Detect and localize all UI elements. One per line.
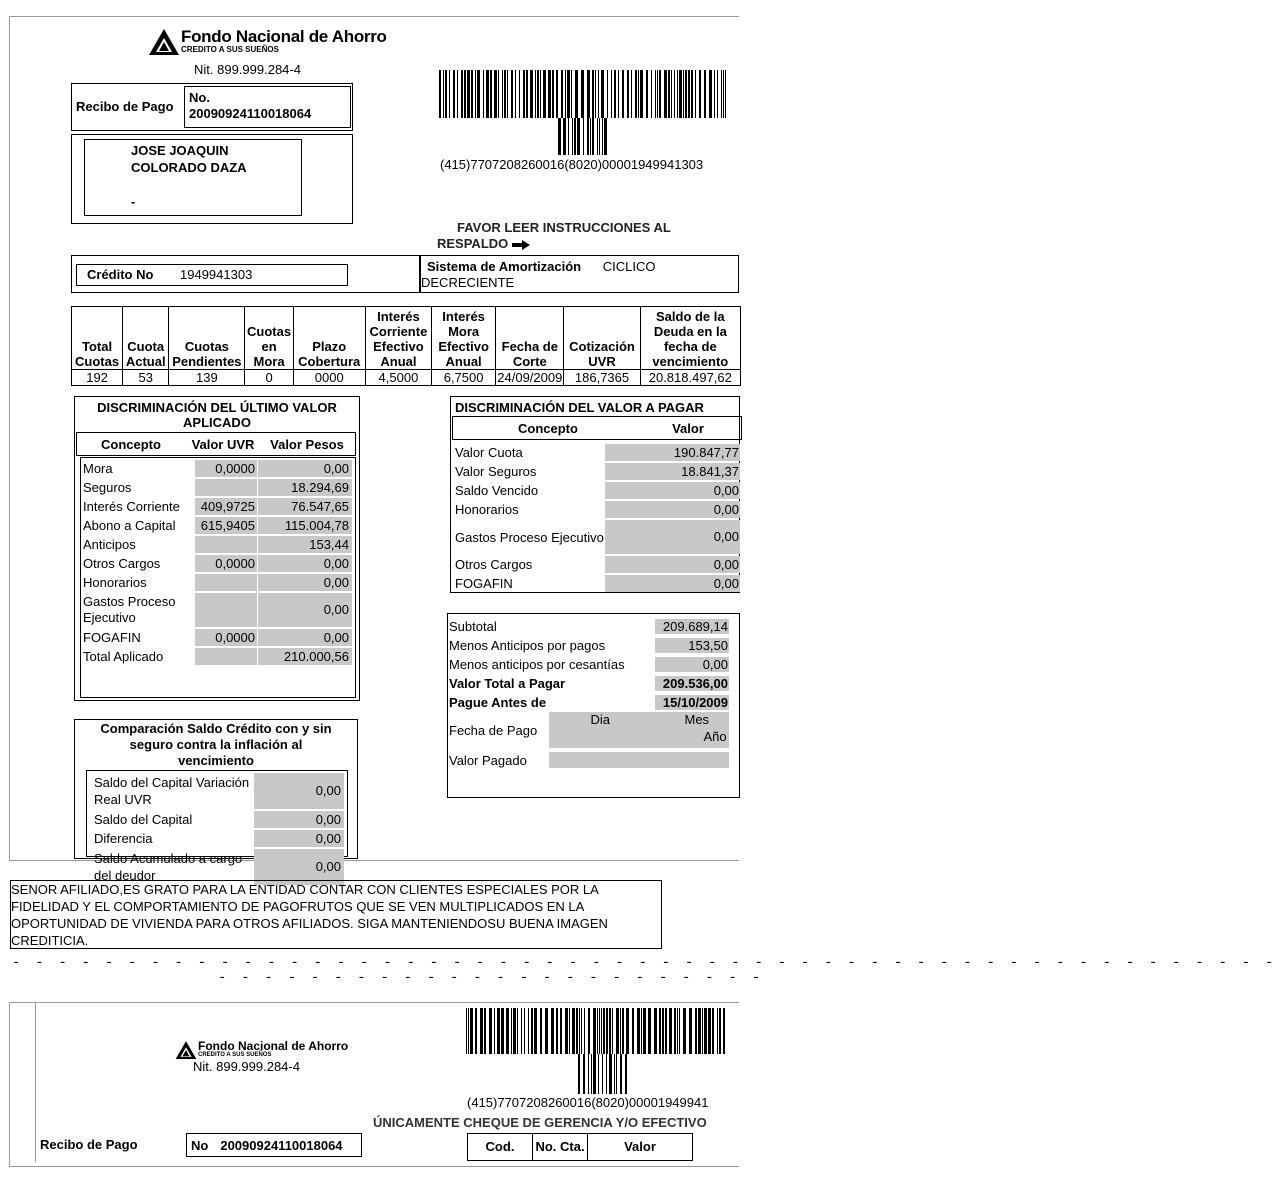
stub-recibo-box	[186, 1133, 362, 1157]
aplicado-row	[83, 478, 355, 497]
comparacion-title: Comparación Saldo Crédito con y sin seguro contra la inflación al vencimiento	[100, 721, 332, 768]
aplicado-uvr: 615,9405	[195, 517, 257, 534]
nit: Nit. 899.999.284-4	[194, 62, 301, 77]
comparacion-row	[92, 829, 346, 848]
stub-no-label: No	[191, 1137, 209, 1153]
aplicado-concepto: FOGAFIN	[83, 629, 141, 645]
summary-value-cell: 53	[123, 370, 169, 386]
stub-payment-box	[467, 1133, 693, 1161]
summary-header-cell: Interés Corriente Efectivo Anual	[365, 307, 431, 370]
aplicado-concepto: Otros Cargos	[83, 555, 161, 571]
aplicado-pesos: 0,00	[258, 555, 352, 572]
aplicado-pesos: 0,00	[258, 460, 352, 477]
aplicado-pesos: 76.547,65	[258, 498, 352, 515]
aplicado-row	[83, 516, 355, 535]
summary-value-cell: 20.818.497,62	[640, 370, 740, 386]
summary-header-cell: Cuotas en Mora	[245, 307, 293, 370]
barcode-text: (415)7707208260016(8020)00001949941303	[440, 157, 704, 172]
pagar-row	[455, 500, 740, 519]
summary-header-cell: Fecha de Corte	[496, 307, 564, 370]
col-concepto: Concepto	[101, 436, 161, 452]
col-pesos: Valor Pesos	[270, 436, 344, 452]
dia-label: Dia	[590, 712, 610, 727]
aplicado-pesos: 115.004,78	[258, 517, 352, 534]
aplicado-pesos: 153,44	[258, 536, 352, 553]
stub-logo-name: Fondo Nacional de Ahorro	[198, 1039, 349, 1053]
valor-pagado-label: Valor Pagado	[449, 752, 527, 768]
summary-header-cell: Interés Mora Efectivo Anual	[432, 307, 496, 370]
no-label: No.	[189, 90, 210, 105]
comparacion-value: 0,00	[254, 830, 344, 847]
summary-table	[71, 306, 741, 386]
summary-value-row	[72, 370, 741, 386]
anticipos-cesantias-value: 0,00	[655, 657, 729, 672]
summary-value-cell: 0000	[293, 370, 365, 386]
instructions	[437, 220, 737, 252]
arrow-right-icon	[512, 240, 530, 250]
pague-value: 15/10/2009	[655, 695, 729, 710]
stub-recibo-label: Recibo de Pago	[40, 1137, 138, 1152]
pagar-concepto: Otros Cargos	[455, 557, 533, 572]
stub-fna-triangle-icon	[175, 1040, 197, 1060]
aplicado-uvr	[195, 536, 257, 553]
anticipos-pagos-label: Menos Anticipos por pagos	[449, 638, 606, 653]
aplicado-row	[83, 573, 355, 592]
pagar-concepto: Honorarios	[455, 502, 519, 517]
client-extra: -	[131, 194, 136, 209]
sistema-value: CICLICO DECRECIENTE	[421, 259, 656, 290]
anio-label: Año	[703, 729, 727, 744]
summary-value-cell: 192	[72, 370, 123, 386]
aplicado-row	[83, 647, 355, 666]
stub-fna-logo	[175, 1040, 348, 1060]
pagar-row	[455, 555, 740, 574]
aplicado-uvr	[195, 479, 257, 496]
aplicado-concepto: Seguros	[83, 479, 132, 495]
summary-value-cell: 24/09/2009	[497, 369, 563, 385]
comparacion-label: Saldo del Capital	[94, 812, 193, 827]
anticipos-cesantias-label: Menos anticipos por cesantías	[449, 657, 625, 672]
summary-value-cell: 186,7365	[564, 370, 640, 386]
aplicado-uvr	[195, 648, 257, 665]
aplicado-pesos: 18.294,69	[258, 479, 352, 496]
barcode-stem	[558, 118, 610, 155]
fecha-pago-label: Fecha de Pago	[449, 722, 538, 738]
summary-header-cell: Plazo Cobertura	[293, 307, 365, 370]
summary-value-cell: 0	[245, 370, 293, 386]
pagar-row	[455, 443, 740, 462]
aplicado-uvr: 0,0000	[195, 555, 257, 572]
recibo-number-box	[184, 86, 351, 128]
logo-name: Fondo Nacional de Ahorro	[181, 27, 387, 46]
aplicado-row	[83, 535, 355, 554]
aplicado-concepto: Abono a Capital	[83, 517, 176, 533]
aplicado-concepto: Interés Corriente	[83, 498, 180, 514]
pagar-title: DISCRIMINACIÓN DEL VALOR A PAGAR	[455, 400, 704, 415]
sistema	[421, 259, 721, 291]
pagar-row	[455, 462, 740, 481]
logo-slogan: CREDITO A SUS SUEÑOS	[181, 45, 279, 54]
mes-label: Mes	[684, 712, 710, 727]
comparacion-row	[92, 810, 346, 829]
aplicado-uvr	[195, 574, 257, 591]
totales	[449, 617, 729, 771]
pagar-valor: 0,00	[605, 482, 740, 499]
fecha-pago-field[interactable]	[549, 712, 729, 748]
fna-triangle-icon	[148, 28, 180, 56]
comparacion-value: 0,00	[254, 849, 344, 885]
total-label: Valor Total a Pagar	[449, 676, 566, 691]
pagar-row	[455, 481, 740, 500]
recibo-label: Recibo de Pago	[76, 99, 174, 114]
summary-value-cell: 6,7500	[432, 370, 496, 386]
aplicado-uvr: 409,9725	[195, 498, 257, 515]
valor-pagado-field[interactable]	[549, 752, 729, 768]
aplicado-pesos: 0,00	[258, 593, 352, 627]
pagar-col-valor: Valor	[672, 420, 704, 436]
pagar-concepto: Gastos Proceso Ejecutivo	[455, 529, 604, 545]
summary-header-cell: Saldo de la Deuda en la fecha de vencimiento	[640, 307, 740, 370]
pagar-valor: 0,00	[605, 556, 740, 573]
pagar-valor: 0,00	[605, 520, 740, 554]
comparacion-label: Diferencia	[94, 831, 153, 846]
aplicado-concepto: Total Aplicado	[83, 648, 164, 664]
comparacion-rows	[92, 772, 346, 886]
credito-number: 1949941303	[180, 267, 253, 282]
summary-header-row	[72, 307, 741, 370]
aplicado-title: DISCRIMINACIÓN DEL ÚLTIMO VALOR APLICADO	[97, 400, 337, 430]
summary-header-cell: Cotización UVR	[564, 307, 640, 370]
summary-header-cell: Cuota Actual	[123, 307, 169, 370]
aplicado-header	[76, 432, 356, 456]
pagar-header	[452, 416, 742, 440]
stub-inner-frame	[35, 1002, 37, 1162]
stub-nit: Nit. 899.999.284-4	[193, 1059, 300, 1074]
pagar-concepto: Valor Cuota	[455, 445, 523, 460]
stub-barcode-text: (415)7707208260016(8020)00001949941	[467, 1095, 709, 1110]
col-uvr: Valor UVR	[191, 436, 255, 452]
stub-barcode-stem	[578, 1054, 630, 1094]
pagar-concepto: FOGAFIN	[455, 576, 513, 591]
aplicado-pesos: 210.000,56	[258, 648, 352, 665]
comparacion-label: Saldo Acumulado a cargo del deudor	[94, 851, 243, 883]
sistema-label: Sistema de Amortización	[427, 259, 582, 274]
pagar-row	[455, 574, 740, 593]
stub-valor-label: Valor	[624, 1139, 656, 1154]
aplicado-row	[83, 592, 355, 628]
comparacion-label: Saldo del Capital Variación Real UVR	[94, 775, 250, 807]
aplicado-concepto: Honorarios	[83, 574, 147, 590]
summary-header-cell: Cuotas Pendientes	[169, 307, 245, 370]
aplicado-row	[83, 497, 355, 516]
aplicado-pesos: 0,00	[258, 629, 352, 646]
aplicado-uvr: 0,0000	[195, 629, 257, 646]
instructions-text: FAVOR LEER INSTRUCCIONES AL RESPALDO	[437, 220, 671, 251]
cut-line-2: - - - - - - - - - - - - - - - - - - - - - - - -	[218, 970, 764, 986]
client-name: JOSE JOAQUIN COLORADO DAZA	[131, 143, 247, 175]
pagar-concepto: Valor Seguros	[455, 464, 537, 479]
stub-logo-slogan: CREDITO A SUS SUEÑOS	[198, 1052, 272, 1058]
aplicado-concepto: Mora	[83, 460, 113, 476]
aplicado-concepto: Anticipos	[83, 536, 136, 552]
aplicado-row	[83, 554, 355, 573]
aplicado-row	[83, 459, 355, 478]
stub-cta-label: No. Cta.	[533, 1134, 588, 1160]
pague-label: Pague Antes de	[449, 694, 547, 710]
pagar-rows	[455, 443, 740, 593]
pagar-row	[455, 519, 740, 555]
aplicado-pesos: 0,00	[258, 574, 352, 591]
pagar-valor: 0,00	[605, 575, 740, 592]
cheque-note: ÚNICAMENTE CHEQUE DE GERENCIA Y/O EFECTIVO	[373, 1115, 707, 1130]
credito-label: Crédito No	[87, 267, 154, 282]
comparacion-row	[92, 772, 346, 810]
stub-cod-label: Cod.	[468, 1134, 533, 1160]
cut-line: - - - - - - - - - - - - - - - - - - - - - - - - - - - - - - - - - - - - - - - - - - - - - - - - - - - - - - -	[12, 955, 1277, 971]
subtotal-value: 209.689,14	[655, 619, 729, 634]
subtotal-label: Subtotal	[449, 619, 497, 634]
summary-value-cell: 139	[169, 370, 245, 386]
stub-barcode	[466, 1008, 728, 1054]
aplicado-row	[83, 628, 355, 647]
message: SENOR AFILIADO,ES GRATO PARA LA ENTIDAD CONTAR CON CLIENTES ESPECIALES POR LA FIDELIDAD Y EL COMPORTAMIENTO DE PAGOFRUTOS QUE SE VEN MULTIPLICADOS EN LA OPORTUNIDAD DE VIVIENDA PARA OTROS AFILIADOS. SIGA MANTENIENDOSU BUENA IMAGEN CREDITICIA.	[11, 882, 608, 948]
aplicado-rows	[83, 459, 355, 666]
anticipos-pagos-value: 153,50	[655, 638, 729, 653]
stub-recibo-number: 20090924110018064	[220, 1137, 343, 1153]
summary-header-cell: Total Cuotas	[72, 307, 123, 370]
pagar-valor: 0,00	[605, 501, 740, 518]
aplicado-uvr: 0,0000	[195, 460, 257, 477]
pagar-valor: 190.847,77	[605, 444, 740, 461]
aplicado-concepto: Gastos Proceso Ejecutivo	[83, 594, 176, 625]
summary-value-cell: 4,5000	[365, 370, 431, 386]
comparacion-value: 0,00	[254, 773, 344, 809]
pagar-concepto: Saldo Vencido	[455, 483, 539, 498]
pagar-col-concepto: Concepto	[518, 420, 578, 436]
barcode	[439, 70, 728, 118]
total-value: 209.536,00	[655, 676, 729, 691]
recibo-number: 20090924110018064	[189, 106, 312, 121]
aplicado-uvr	[195, 593, 257, 627]
comparacion-value: 0,00	[254, 811, 344, 828]
pagar-valor: 18.841,37	[605, 463, 740, 480]
fna-logo	[148, 28, 387, 56]
